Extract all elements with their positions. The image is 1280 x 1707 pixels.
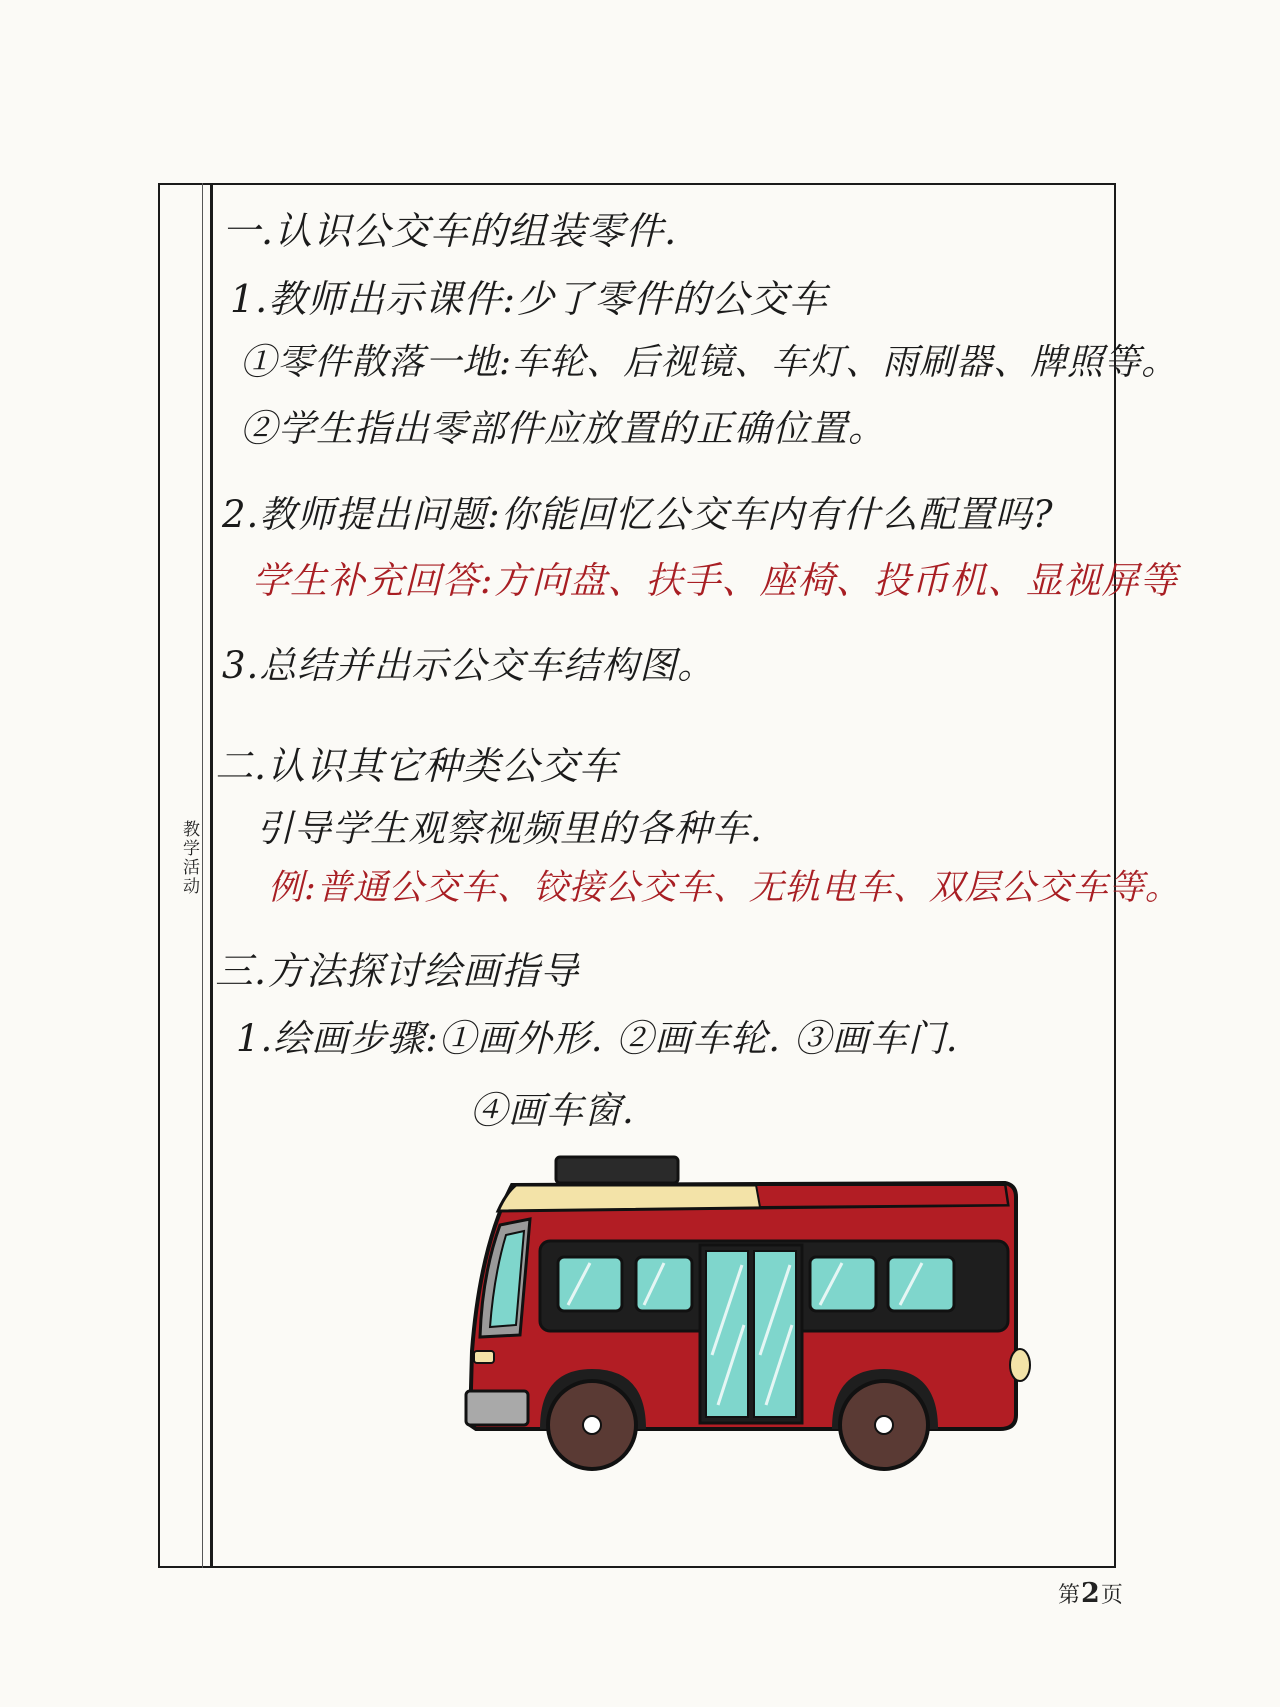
section-2-title: 二.认识其它种类公交车	[215, 744, 619, 788]
step-3-1-b: ④画车窗.	[470, 1089, 635, 1132]
bus-hubcap-rear	[875, 1416, 893, 1434]
step-1-3: 3.总结并出示公交车结构图。	[222, 644, 716, 687]
bus-roof-red-section	[756, 1185, 1008, 1207]
page-number-suffix: 页	[1100, 1583, 1123, 1608]
page-number-prefix: 第	[1058, 1583, 1081, 1608]
step-2-1: 引导学生观察视频里的各种车.	[256, 807, 763, 850]
section-1-title: 一.认识公交车的组装零件.	[222, 209, 678, 253]
bus-headlight	[474, 1351, 494, 1363]
bus-hubcap-front	[583, 1416, 601, 1434]
bus-tail-light	[1010, 1349, 1030, 1381]
step-1-1-b: ②学生指出零部件应放置的正确位置。	[240, 407, 886, 450]
column-divider	[210, 183, 213, 1568]
step-2-example: 例:普通公交车、铰接公交车、无轨电车、双层公交车等。	[268, 868, 1181, 908]
step-1-2: 2.教师提出问题:你能回忆公交车内有什么配置吗?	[222, 493, 1054, 536]
step-1-1: 1.教师出示课件:少了零件的公交车	[230, 277, 829, 321]
step-1-2-answer: 学生补充回答:方向盘、扶手、座椅、投币机、显视屏等	[252, 559, 1178, 602]
step-3-1: 1.绘画步骤:①画外形. ②画车轮. ③画车门.	[236, 1017, 959, 1060]
bus-bumper	[466, 1391, 528, 1425]
bus-roof-box	[556, 1157, 678, 1183]
page-number	[1058, 1578, 1123, 1609]
column-divider-thin	[202, 183, 203, 1568]
step-1-1-a: ①零件散落一地:车轮、后视镜、车灯、雨刷器、牌照等。	[240, 342, 1179, 383]
side-label-teaching-activity: 教学活动	[179, 820, 199, 896]
bus-drawing	[460, 1155, 1040, 1475]
page-number-value: 2	[1081, 1578, 1100, 1609]
section-3-title: 三.方法探讨绘画指导	[215, 949, 580, 993]
